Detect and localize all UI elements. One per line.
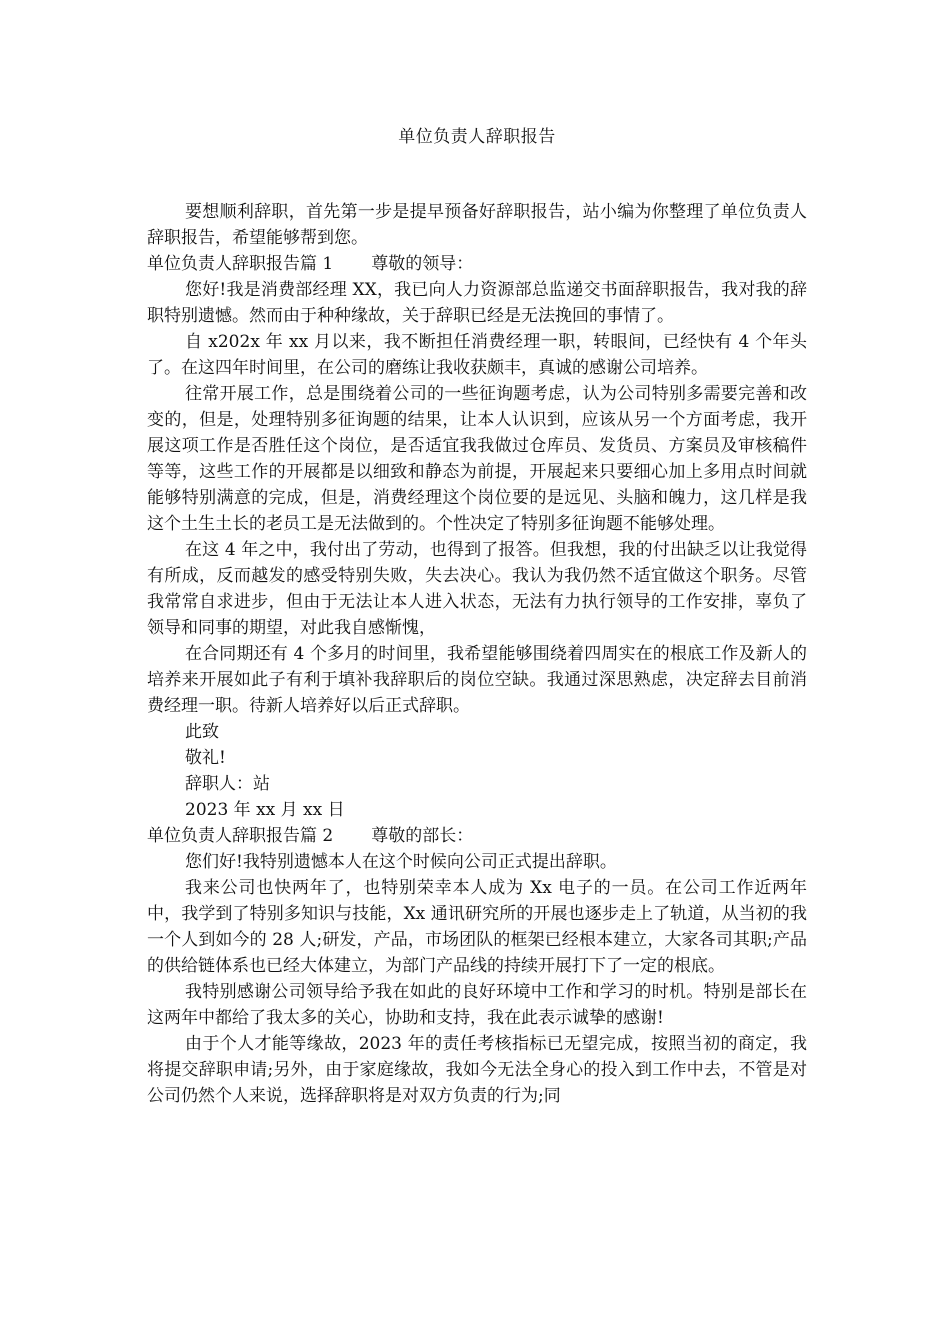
signature-line: 辞职人：站	[185, 774, 270, 794]
article-1-paragraph: 在合同期还有 4 个多月的时间里，我希望能够围绕着四周实在的根底工作及新人的培养来开展如此子有利于填补我辞职后的岗位空缺。我通过深思熟虑，决定辞去目前消费经理一职。待新人培养好以后正式辞职。	[147, 644, 807, 716]
article-2-heading-line	[147, 823, 807, 849]
article-2-paragraph: 您们好!我特别遗憾本人在这个时候向公司正式提出辞职。	[185, 852, 617, 872]
article-2-heading: 单位负责人辞职报告篇 2	[147, 826, 334, 846]
document-body	[147, 199, 807, 1109]
intro-paragraph: 要想顺利辞职，首先第一步是提早预备好辞职报告，站小编为你整理了单位负责人辞职报告，希望能够帮到您。	[147, 202, 807, 248]
regards-line: 敬礼!	[185, 748, 226, 768]
article-1-paragraph: 您好!我是消费部经理 XX，我已向人力资源部总监递交书面辞职报告，我对我的辞职特别遗憾。然而由于种种缘故，关于辞职已经是无法挽回的事情了。	[147, 280, 807, 326]
article-2-paragraph: 我特别感谢公司领导给予我在如此的良好环境中工作和学习的时机。特别是部长在这两年中都给了我太多的关心，协助和支持，我在此表示诚挚的感谢!	[147, 982, 807, 1028]
closing-line: 此致	[185, 722, 219, 742]
article-1-paragraph: 自 x202x 年 xx 月以来，我不断担任消费经理一职，转眼间，已经快有 4 个年头了。在这四年时间里，在公司的磨练让我收获颇丰，真诚的感谢公司培养。	[147, 332, 807, 378]
article-1-paragraph: 在这 4 年之中，我付出了劳动，也得到了报答。但我想，我的付出缺乏以让我觉得有所成，反而越发的感受特别失败，失去决心。我认为我仍然不适宜做这个职务。尽管我常常自求进步，但由于无法让本人进入状态，无法有力执行领导的工作安排，辜负了领导和同事的期望，对此我自感惭愧，	[147, 540, 807, 638]
article-1-salutation: 尊敬的领导：	[371, 254, 474, 274]
article-2-paragraph: 我来公司也快两年了，也特别荣幸本人成为 Xx 电子的一员。在公司工作近两年中，我学到了特别多知识与技能，Xx 通讯研究所的开展也逐步走上了轨道，从当初的我一个人到如今的 28 人;研发，产品，市场团队的框架已经根本建立，大家各司其职;产品的供给链体系也已经大体建立，为部门产品线的持续开展打下了一定的根底。	[147, 878, 807, 976]
article-2-salutation: 尊敬的部长：	[371, 826, 474, 846]
date-line: 2023 年 xx 月 xx 日	[185, 800, 345, 820]
article-1-heading-line	[147, 251, 807, 277]
document-title: 单位负责人辞职报告	[398, 127, 556, 147]
article-2-paragraph: 由于个人才能等缘故，2023 年的责任考核指标已无望完成，按照当初的商定，我将提交辞职申请;另外，由于家庭缘故，我如今无法全身心的投入到工作中去，不管是对公司仍然个人来说，选择辞职将是对双方负责的行为;同	[147, 1034, 807, 1106]
article-1-heading: 单位负责人辞职报告篇 1	[147, 254, 334, 274]
article-1-paragraph: 往常开展工作，总是围绕着公司的一些征询题考虑，认为公司特别多需要完善和改变的，但是，处理特别多征询题的结果，让本人认识到，应该从另一个方面考虑，我开展这项工作是否胜任这个岗位，是否适宜我我做过仓库员、发货员、方案员及审核稿件等等，这些工作的开展都是以细致和静态为前提，开展起来只要细心加上多用点时间就能够特别满意的完成，但是，消费经理这个岗位要的是远见、头脑和魄力，这几样是我这个土生土长的老员工是无法做到的。个性决定了特别多征询题不能够处理。	[147, 384, 807, 534]
